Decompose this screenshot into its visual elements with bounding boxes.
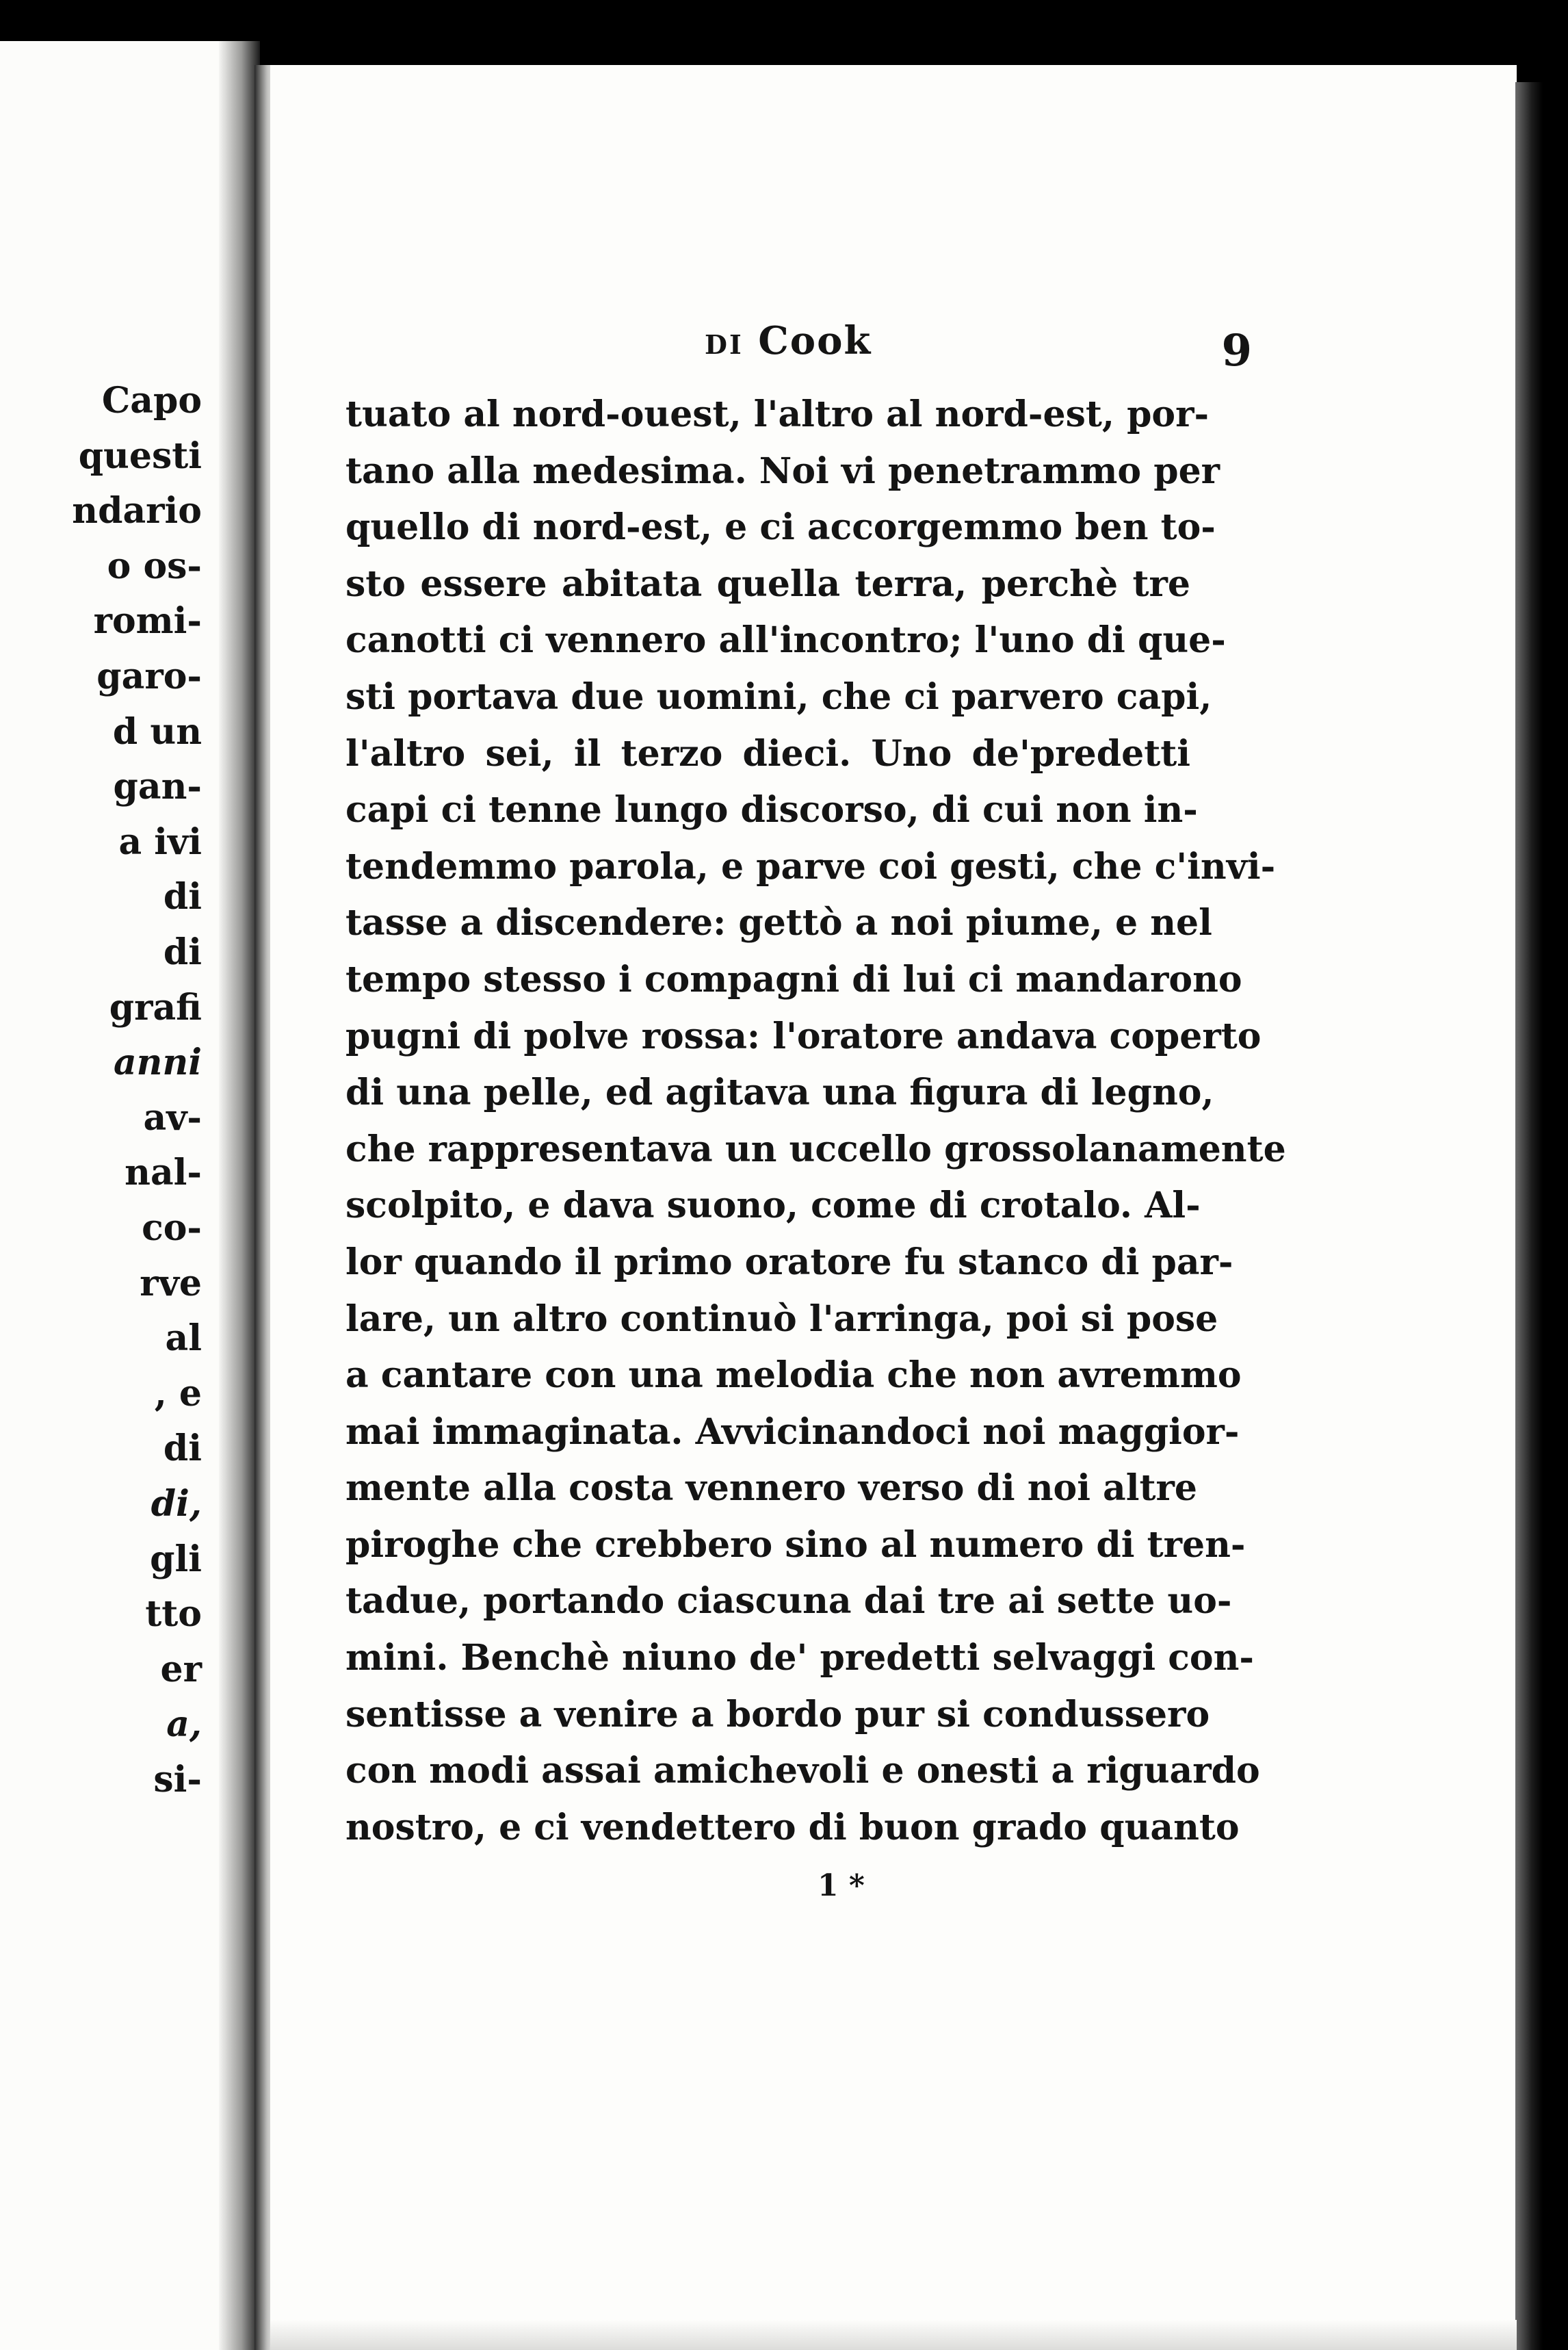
body-line: tuato al nord-ouest, l'altro al nord-est, por- bbox=[345, 393, 1210, 435]
left-page-line: questi bbox=[78, 435, 202, 477]
body-line: sti portava due uomini, che ci parvero capi, bbox=[345, 675, 1212, 718]
body-line: capi ci tenne lungo discorso, di cui non in- bbox=[345, 789, 1198, 831]
left-page-line: di bbox=[163, 876, 202, 918]
body-line: tendemmo parola, e parve coi gesti, che c'invi- bbox=[345, 845, 1276, 888]
body-line: scolpito, e dava suono, come di crotalo. Al- bbox=[345, 1185, 1201, 1227]
body-line: lor quando il primo oratore fu stanco di par- bbox=[345, 1241, 1233, 1283]
left-page-line: di, bbox=[151, 1483, 202, 1525]
left-page-line: d un bbox=[112, 710, 202, 753]
left-page-line: garo- bbox=[96, 656, 202, 697]
left-page-line: rve bbox=[140, 1262, 202, 1304]
left-page-line: si- bbox=[153, 1759, 202, 1800]
left-page-line: anni bbox=[113, 1042, 202, 1084]
left-page-line: Capo bbox=[101, 380, 202, 422]
signature-mark: 1 * bbox=[818, 1868, 865, 1903]
body-line: quello di nord-est, e ci accorgemmo ben to- bbox=[345, 506, 1216, 549]
body-line: tano alla medesima. Noi vi penetrammo per bbox=[345, 450, 1220, 492]
right-page-edge bbox=[1515, 82, 1543, 2350]
body-text bbox=[345, 387, 1286, 1856]
body-line: a cantare con una melodia che non avremmo bbox=[345, 1354, 1242, 1397]
page-header bbox=[342, 318, 1252, 380]
left-page-line: di bbox=[163, 1428, 202, 1470]
left-page-line: di bbox=[163, 931, 202, 973]
body-line: canotti ci vennero all'incontro; l'uno di que- bbox=[345, 619, 1226, 662]
body-line: con modi assai amichevoli e onesti a riguardo bbox=[345, 1750, 1260, 1792]
left-page-line: gli bbox=[150, 1538, 202, 1580]
body-line: lare, un altro continuò l'arringa, poi si pose bbox=[345, 1297, 1218, 1340]
body-line: tadue, portando ciascuna dai tre ai sette uo- bbox=[345, 1580, 1232, 1623]
left-page-line: av- bbox=[143, 1096, 202, 1139]
page-bottom-shading bbox=[270, 2320, 1517, 2350]
left-page-line: er bbox=[160, 1648, 202, 1690]
left-page-line: al bbox=[165, 1317, 202, 1360]
body-line: tempo stesso i compagni di lui ci mandarono bbox=[345, 958, 1242, 1000]
page-number: 9 bbox=[1221, 325, 1252, 376]
body-line: tasse a discendere: gettò a noi piume, e nel bbox=[345, 902, 1212, 944]
body-line: piroghe che crebbero sino al numero di tren- bbox=[345, 1523, 1246, 1566]
left-page-line: ndario bbox=[72, 490, 202, 532]
body-line: nostro, e ci vendettero di buon grado quanto bbox=[345, 1806, 1240, 1848]
left-page-line: nal- bbox=[125, 1152, 202, 1194]
left-page-line: romi- bbox=[93, 600, 202, 643]
left-page-line: gan- bbox=[113, 766, 202, 808]
body-line: sentisse a venire a bordo pur si condussero bbox=[345, 1693, 1210, 1735]
running-title bbox=[705, 318, 872, 363]
left-page-line: o os- bbox=[107, 545, 202, 587]
left-page-text-fragments bbox=[0, 0, 233, 2350]
body-line: pugni di polve rossa: l'oratore andava coperto bbox=[345, 1015, 1262, 1057]
body-line: sto essere abitata quella terra, perchè tre bbox=[345, 563, 1190, 605]
body-line: mini. Benchè niuno de' predetti selvaggi con- bbox=[345, 1637, 1254, 1679]
running-title-prefix: DI bbox=[705, 329, 744, 360]
left-page-line: co- bbox=[142, 1207, 202, 1249]
left-page-line: , e bbox=[154, 1372, 202, 1415]
left-page-line: a ivi bbox=[118, 821, 202, 863]
body-line: l'altro sei, il terzo dieci. Uno de'predetti bbox=[345, 732, 1190, 775]
body-line: di una pelle, ed agitava una figura di legno, bbox=[345, 1072, 1214, 1114]
left-page-line: a, bbox=[166, 1703, 202, 1746]
left-page-line: grafi bbox=[109, 986, 202, 1029]
body-line: mai immaginata. Avvicinandoci noi maggior- bbox=[345, 1410, 1240, 1453]
body-line: che rappresentava un uccello grossolanamente bbox=[345, 1128, 1286, 1170]
running-title-name: Cook bbox=[758, 318, 872, 363]
body-line: mente alla costa vennero verso di noi altre bbox=[345, 1467, 1198, 1510]
left-page-line: tto bbox=[145, 1593, 202, 1636]
